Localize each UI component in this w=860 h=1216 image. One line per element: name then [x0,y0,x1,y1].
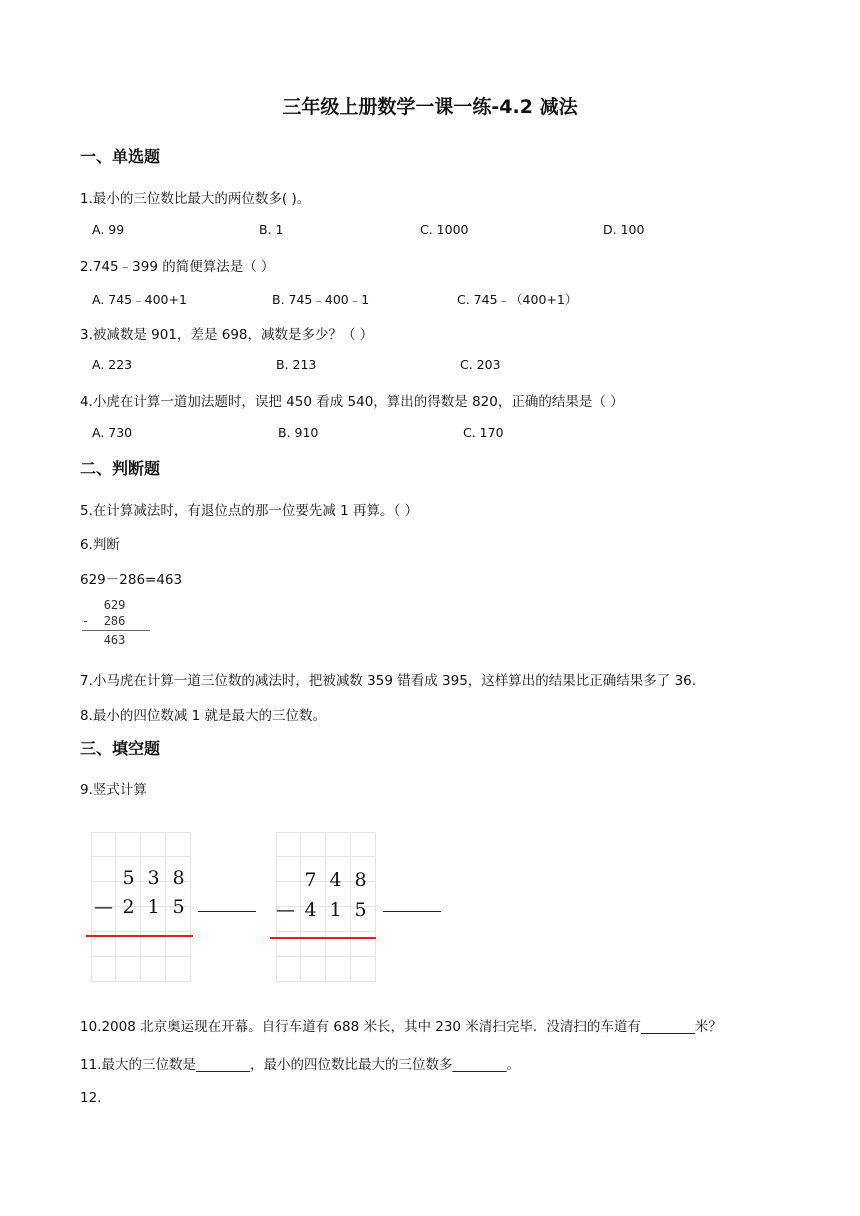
grid2-minus-sign: — [276,899,295,921]
section-heading-true-false: 二、判断题 [80,459,161,478]
question-6-equation: 629－286=463 [80,572,183,588]
q3-option-b[interactable]: B. 213 [276,357,317,372]
question-4-text: 4.小虎在计算一道加法题时，误把 450 看成 540，算出的得数是 820，正确的结果是（ ） [80,394,624,410]
grid2-top-digit-1: 7 [304,869,317,891]
q2-option-c[interactable]: C. 745﹣（400+1） [457,292,578,307]
q1-option-b[interactable]: B. 1 [259,222,284,237]
question-8-text: 8.最小的四位数减 1 就是最大的三位数。 [80,708,327,724]
q3-option-a[interactable]: A. 223 [92,357,133,372]
question-6-vertical-calculation [82,597,150,648]
q1-option-a[interactable]: A. 99 [92,222,125,237]
question-10-text: 10.2008 北京奥运现在开幕。自行车道有 688 米长，其中 230 米清扫完毕．没清扫的车道有________米？ [80,1019,722,1035]
grid2-top-digit-3: 8 [354,869,367,891]
q4-option-a[interactable]: A. 730 [92,425,133,440]
vertical-result-number: 463 [103,633,126,647]
grid1-top-digit-3: 8 [172,867,185,889]
q3-option-c[interactable]: C. 203 [460,357,501,372]
vertical-top-number: 629 [103,598,126,612]
q4-option-c[interactable]: C. 170 [463,425,504,440]
grid1-top-digit-2: 3 [147,867,160,889]
grid2-answer-blank[interactable] [383,911,441,912]
section-heading-single-choice: 一、单选题 [80,147,161,166]
page-title: 三年级上册数学一课一练-4.2 减法 [282,96,578,118]
question-3-text: 3.被减数是 901，差是 698，减数是多少？（ ） [80,327,374,343]
grid2-top-digit-2: 4 [329,869,342,891]
q4-option-b[interactable]: B. 910 [278,425,319,440]
vertical-rule-line [82,630,150,631]
q1-option-d[interactable]: D. 100 [603,222,645,237]
grid2-bottom-digit-2: 1 [329,899,342,921]
question-2-text: 2.745﹣399 的简便算法是（ ） [80,259,275,275]
q1-option-c[interactable]: C. 1000 [420,222,469,237]
q2-option-b[interactable]: B. 745﹣400﹣1 [272,292,370,307]
grid1-bottom-digit-3: 5 [172,896,185,918]
grid2-bottom-digit-3: 5 [354,899,367,921]
question-11-text: 11.最大的三位数是________，最小的四位数比最大的三位数多________。 [80,1057,520,1073]
grid1-bottom-digit-2: 1 [147,896,160,918]
question-5-text: 5.在计算减法时，有退位点的那一位要先减 1 再算。（ ） [80,503,419,519]
grid1-bottom-digit-1: 2 [122,896,135,918]
grid1-red-rule-line [86,935,193,937]
question-12-text: 12. [80,1090,102,1106]
grid1-minus-sign: — [94,896,113,918]
grid2-red-rule-line [270,937,376,939]
question-6-text: 6.判断 [80,537,120,553]
q2-option-a[interactable]: A. 745﹣400+1 [92,292,187,307]
grid1-answer-blank[interactable] [198,911,256,912]
question-9-text: 9.竖式计算 [80,782,147,798]
section-heading-fill-blank: 三、填空题 [80,739,161,758]
grid1-top-digit-1: 5 [122,867,135,889]
question-1-text: 1.最小的三位数比最大的两位数多( )。 [80,191,311,207]
vertical-bottom-number: - 286 [82,614,126,628]
question-7-text: 7.小马虎在计算一道三位数的减法时，把被减数 359 错看成 395，这样算出的结果比正确结果多了 36. [80,673,697,689]
grid2-bottom-digit-1: 4 [304,899,317,921]
